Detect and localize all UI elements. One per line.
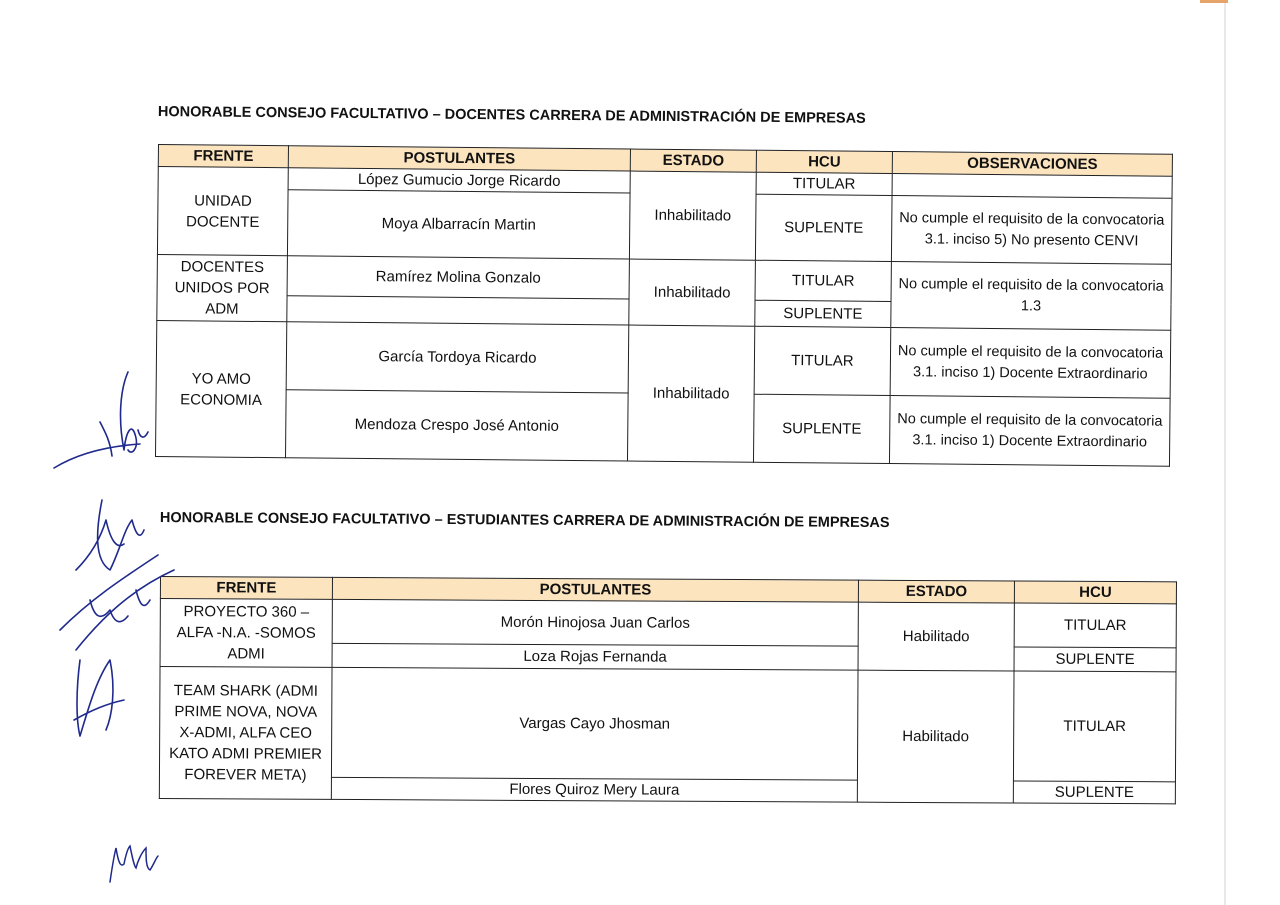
postulante-cell: Loza Rojas Fernanda: [332, 643, 858, 670]
frente-cell: PROYECTO 360 – ALFA -N.A. -SOMOS ADMI: [160, 599, 332, 668]
header-postulantes: POSTULANTES: [288, 146, 630, 171]
postulante-cell: García Tordoya Ricardo: [286, 322, 629, 393]
postulante-cell: Flores Quiroz Mery Laura: [331, 777, 857, 802]
header-hcu: HCU: [1014, 581, 1176, 604]
hcu-cell: SUPLENTE: [753, 394, 890, 463]
header-frente: FRENTE: [158, 145, 288, 168]
estado-cell: Inhabilitado: [629, 171, 756, 260]
header-estado: ESTADO: [858, 580, 1014, 603]
signature-stroke-2: [76, 500, 144, 570]
frente-cell: YO AMO ECONOMIA: [156, 320, 287, 457]
observacion-cell: [892, 174, 1172, 199]
hcu-cell: TITULAR: [755, 260, 891, 301]
header-frente: FRENTE: [160, 577, 332, 600]
postulante-cell: Moya Albarracín Martin: [287, 190, 630, 259]
hcu-cell: SUPLENTE: [755, 300, 891, 327]
estado-cell: Inhabilitado: [629, 259, 756, 326]
estudiantes-table: [159, 576, 1177, 804]
observacion-cell: No cumple el requisito de la convocatoria 3.1. inciso 1) Docente Extraordinario: [890, 328, 1171, 399]
docentes-table: [155, 144, 1173, 467]
frente-cell: UNIDAD DOCENTE: [157, 167, 288, 256]
postulante-cell: Ramírez Molina Gonzalo: [287, 256, 629, 299]
postulante-cell: Vargas Cayo Jhosman: [331, 667, 858, 780]
section-estudiantes-title: HONORABLE CONSEJO FACULTATIVO – ESTUDIANTES CARRERA DE ADMINISTRACIÓN DE EMPRESAS: [159, 510, 890, 532]
signature-group: [40, 360, 190, 750]
hcu-cell: SUPLENTE: [1014, 647, 1176, 672]
hcu-cell: TITULAR: [756, 172, 892, 195]
hcu-cell: TITULAR: [754, 326, 891, 395]
table-row: [159, 667, 1176, 782]
page-edge: [1224, 0, 1226, 905]
header-postulantes: POSTULANTES: [332, 577, 858, 602]
hcu-cell: TITULAR: [1013, 671, 1176, 782]
table-row: [160, 599, 1176, 648]
signature-stroke-4: [74, 660, 124, 736]
postulante-cell: Mendoza Crespo José Antonio: [285, 390, 628, 461]
observacion-cell: No cumple el requisito de la convocatoria 3.1. inciso 1) Docente Extraordinario: [889, 396, 1170, 467]
signature-stroke-1: [54, 372, 148, 468]
section-docentes-title: HONORABLE CONSEJO FACULTATIVO – DOCENTES CARRERA DE ADMINISTRACIÓN DE EMPRESAS: [157, 104, 866, 127]
initials-signature: [104, 838, 168, 886]
frente-cell: DOCENTES UNIDOS POR ADM: [157, 254, 288, 321]
header-hcu: HCU: [756, 150, 892, 173]
estado-cell: Habilitado: [857, 670, 1014, 803]
table-row: [156, 320, 1171, 398]
observacion-cell: No cumple el requisito de la convocatoria 3.1. inciso 5) No presento CENVI: [891, 196, 1172, 265]
frente-cell: TEAM SHARK (ADMI PRIME NOVA, NOVA X-ADMI, ALFA CEO KATO ADMI PREMIER FOREVER META): [159, 667, 332, 800]
postulante-cell: Morón Hinojosa Juan Carlos: [332, 599, 858, 646]
hcu-cell: TITULAR: [1014, 603, 1176, 648]
postulante-cell: López Gumucio Jorge Ricardo: [288, 168, 630, 193]
hcu-cell: SUPLENTE: [755, 194, 892, 261]
header-observaciones: OBSERVACIONES: [892, 152, 1172, 177]
estado-cell: Inhabilitado: [627, 325, 754, 462]
postulante-cell: [287, 296, 629, 325]
observacion-cell: No cumple el requisito de la convocatoria 1.3: [891, 262, 1172, 331]
corner-mark: [1200, 0, 1228, 3]
hcu-cell: SUPLENTE: [1013, 781, 1175, 804]
header-estado: ESTADO: [630, 149, 756, 172]
estado-cell: Habilitado: [858, 602, 1014, 671]
